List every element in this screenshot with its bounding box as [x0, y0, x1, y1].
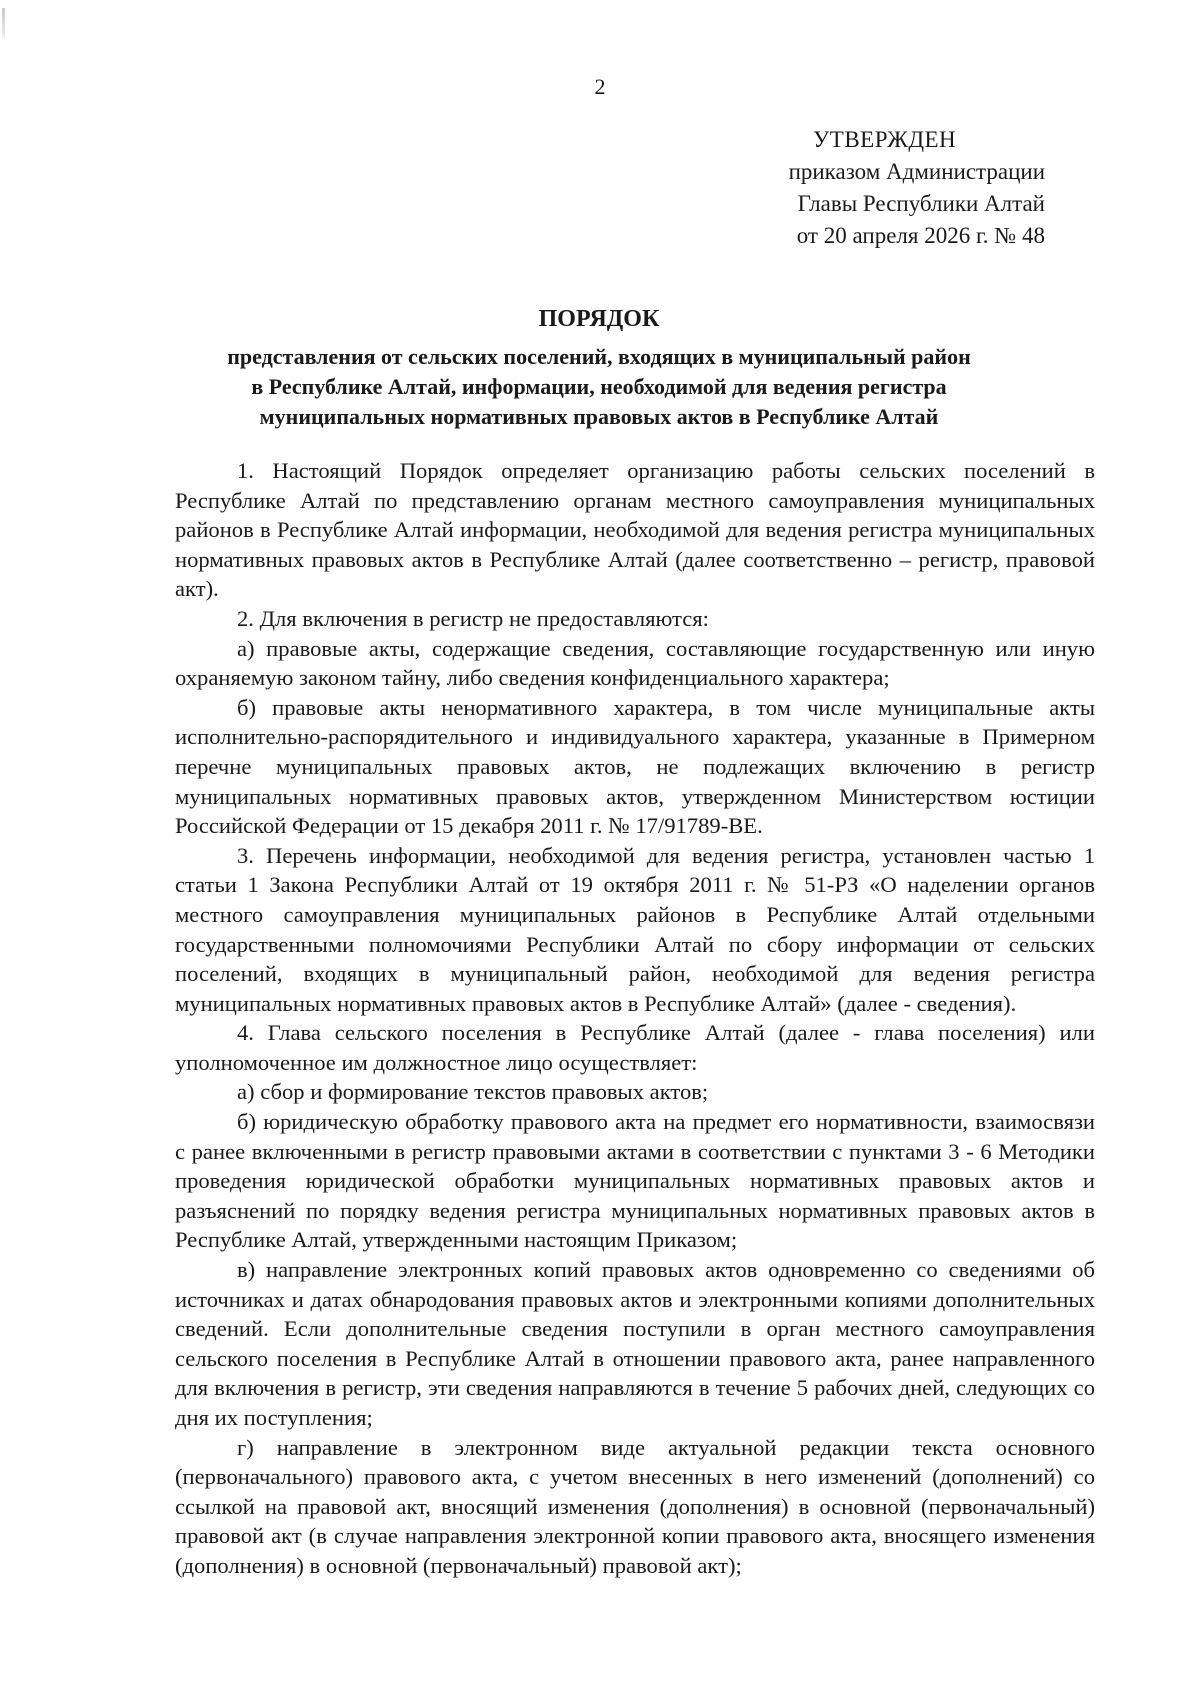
document-body — [175, 456, 1095, 1581]
paragraph-2: 2. Для включения в регистр не предоставляются: — [237, 605, 709, 631]
paragraph-4a: а) сбор и формирование текстов правовых актов; — [237, 1079, 709, 1105]
paragraph-4g: г) направление в электронном виде актуальной редакции текста основного (первоначального) правового акта, с учетом внесенных в него изменений (дополнений) со ссылкой на правовой акт, вносящий изменения (дополнения) в основной (первоначальный) правовой акт (в случае направления электронной копии правового акта, вносящего изменения (дополнения) в основной (первоначальный) правовой акт); — [175, 1434, 1095, 1578]
approval-line: от 20 апреля 2026 г. № 48 — [796, 223, 1045, 248]
paragraph-2a: а) правовые акты, содержащие сведения, составляющие государственную или иную охраняемую законом тайну, либо сведения конфиденциального характера; — [175, 635, 1095, 691]
approval-heading: УТВЕРЖДЕН — [813, 127, 957, 152]
paragraph-1: 1. Настоящий Порядок определяет организацию работы сельских поселений в Республике Алтай по представлению органам местного самоуправления муниципальных районов в Республике Алтай информации, необходимой для ведения регистра муниципальных нормативных правовых актов в Республике Алтай (далее соответственно – регистр, правовой акт). — [175, 458, 1095, 602]
approval-line: Главы Республики Алтай — [797, 191, 1045, 216]
paragraph-3: 3. Перечень информации, необходимой для ведения регистра, установлен частью 1 статьи 1 Закона Республики Алтай от 19 октября 2011 г. № 51-РЗ «О наделении органов местного самоуправления муниципальных районов в Республике Алтай отдельными государственными полномочиями Республики Алтай по сбору информации от сельских поселений, входящих в муниципальный район, необходимой для ведения регистра муниципальных нормативных правовых актов в Республике Алтай» (далее - сведения). — [175, 842, 1095, 1016]
document-title-block — [160, 306, 1038, 432]
paragraph-4: 4. Глава сельского поселения в Республике Алтай (далее - глава поселения) или уполномоченное им должностное лицо осуществляет: — [175, 1020, 1095, 1075]
document-subtitle-line: в Республике Алтай, информации, необходимой для ведения регистра — [251, 374, 947, 399]
page-number: 2 — [594, 74, 606, 99]
document-title: ПОРЯДОК — [538, 306, 660, 332]
paragraph-4v: в) направление электронных копий правовых актов одновременно со сведениями об источниках и датах обнародования правовых актов и электронными копиями дополнительных сведений. Если дополнительные сведения поступили в орган местного самоуправления сельского поселения в Республике Алтай в отношении правового акта, ранее направленного для включения в регистр, эти сведения направляются в течение 5 рабочих дней, следующих со дня их поступления; — [175, 1257, 1095, 1430]
paragraph-2b: б) правовые акты ненормативного характера, в том числе муниципальные акты исполнительно-распорядительного и индивидуального характера, указанные в Примерном перечне муниципальных правовых актов, не подлежащих включению в регистр муниципальных нормативных правовых актов, утвержденном Министерством юстиции Российской Федерации от 15 декабря 2011 г. № 17/91789-ВЕ. — [175, 694, 1095, 839]
document-subtitle-line: муниципальных нормативных правовых актов в Республике Алтай — [259, 404, 939, 429]
scan-edge-mark — [2, 8, 5, 38]
document-subtitle-line: представления от сельских поселений, входящих в муниципальный район — [227, 344, 971, 369]
paragraph-4b: б) юридическую обработку правового акта на предмет его нормативности, взаимосвязи с ранее включенными в регистр правовыми актами в соответствии с пунктами 3 - 6 Методики проведения юридической обработки муниципальных нормативных правовых актов и разъяснений по порядку ведения регистра муниципальных нормативных правовых актов в Республике Алтай, утвержденными настоящим Приказом; — [175, 1109, 1095, 1253]
approval-line: приказом Администрации — [788, 159, 1045, 184]
approval-stamp-block — [700, 124, 1060, 252]
